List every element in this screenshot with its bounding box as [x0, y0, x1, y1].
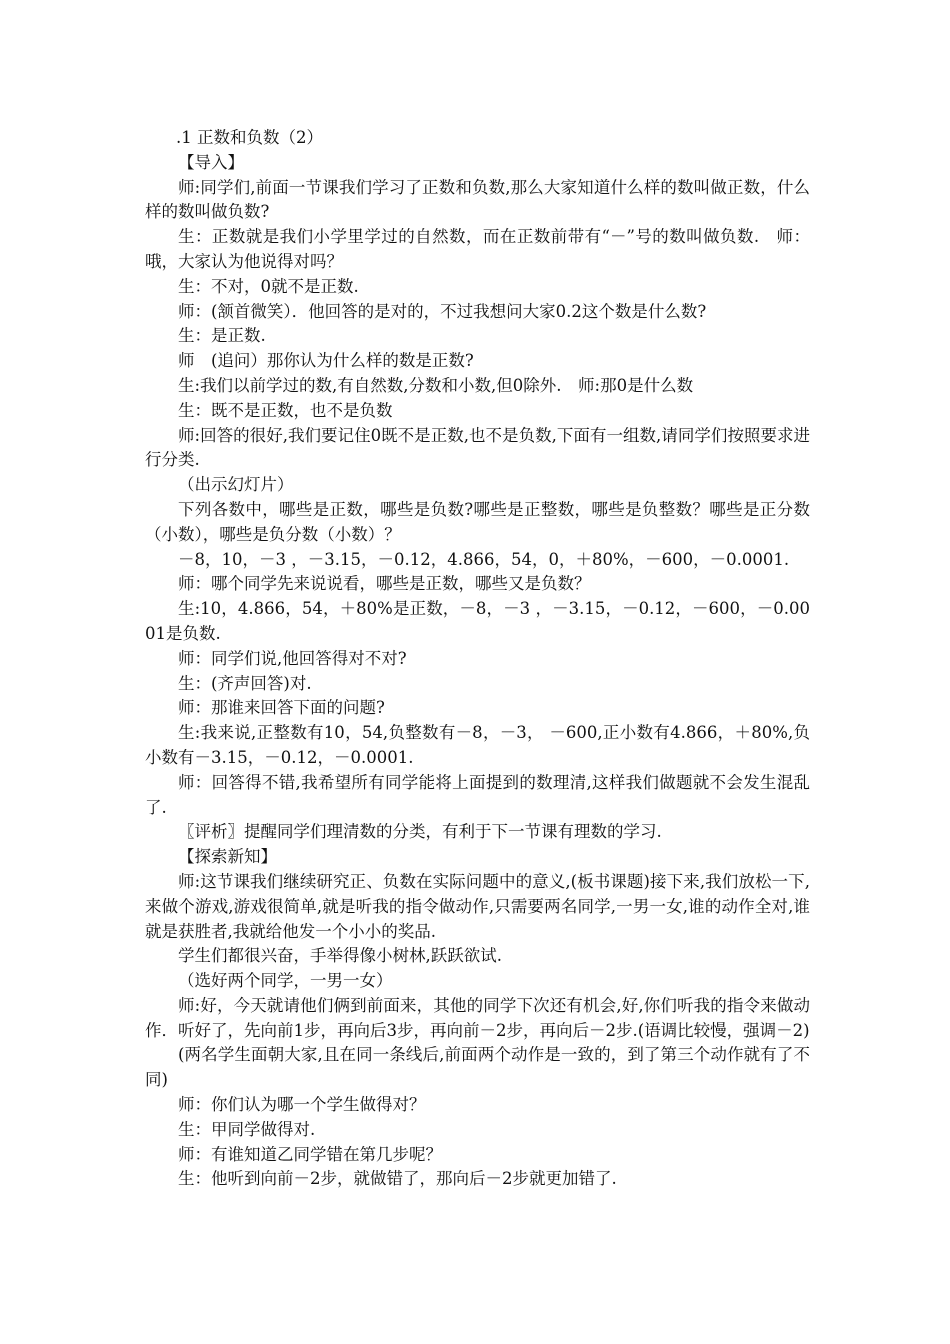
paragraph: 生：他听到向前－2步，就做错了，那向后－2步就更加错了. — [178, 1169, 617, 1189]
paragraph: 生：不对，0就不是正数. — [178, 276, 359, 296]
paragraph: 师：有谁知道乙同学错在第几步呢？ — [178, 1144, 442, 1164]
paragraph: （选好两个同学，一男一女） — [178, 971, 393, 991]
paragraph: 学生们都很兴奋，手举得像小树林,跃跃欲试. — [178, 946, 502, 966]
paragraph: 师：回答得不错,我希望所有同学能将上面提到的数理清,这样我们做题就不会发生混乱了. — [145, 772, 810, 817]
paragraph: 师：哪个同学先来说说看，哪些是正数，哪些又是负数？ — [178, 574, 591, 594]
paragraph: 师 (追问）那你认为什么样的数是正数? — [178, 351, 474, 371]
paragraph: 师：(颔首微笑）．他回答的是对的，不过我想问大家0.2这个数是什么数? — [178, 301, 707, 321]
paragraph: 生：正数就是我们小学里学过的自然数，而在正数前带有“－”号的数叫做负数. 师：哦，大家认为他说得对吗？ — [145, 227, 810, 271]
section-heading-explore: 【探索新知】 — [178, 847, 277, 867]
number-list: －8，10，－3 ，－3.15，－0.12，4.866，54，0，＋80%，－600，－0.0001. — [178, 549, 790, 569]
section-heading-intro: 【导入】 — [178, 152, 244, 172]
paragraph: 师：那谁来回答下面的问题? — [178, 698, 385, 718]
commentary: 〖评析〗提醒同学们理清数的分类，有利于下一节课有理数的学习. — [178, 822, 662, 842]
paragraph: (两名学生面朝大家,且在同一条线后,前面两个动作是一致的，到了第三个动作就有了不同) — [145, 1045, 810, 1090]
paragraph: 生：(齐声回答)对. — [178, 673, 312, 693]
paragraph: 生:我们以前学过的数,有自然数,分数和小数,但0除外. 师:那0是什么数 — [178, 375, 694, 395]
paragraph: 下列各数中，哪些是正数，哪些是负数?哪些是正整数，哪些是负整数？哪些是正分数（小数），哪些是负分数（小数）？ — [145, 499, 810, 544]
paragraph: 生:10，4.866，54，＋80%是正数，－8，－3 ，－3.15，－0.12，－600，－0.0001是负数. — [145, 599, 810, 643]
paragraph: 师:这节课我们继续研究正、负数在实际问题中的意义,(板书课题)接下来,我们放松一下,来做个游戏,游戏很简单,就是听我的指令做动作,只需要两名同学,一男一女,谁的动作全对,谁就是获胜者,我就给他发一个小小的奖品. — [145, 871, 810, 941]
paragraph: 生：是正数. — [178, 326, 266, 346]
paragraph: 师:回答的很好,我们要记住0既不是正数,也不是负数,下面有一组数,请同学们按照要求进行分类. — [145, 425, 810, 470]
document-title: .1 正数和负数（2） — [176, 128, 323, 147]
paragraph: 师:好，今天就请他们俩到前面来，其他的同学下次还有机会,好,你们听我的指令来做动作．听好了，先向前1步，再向后3步，再向前－2步，再向后－2步.(语调比较慢，强调－2) — [145, 995, 810, 1040]
paragraph: 生:我来说,正整数有10，54,负整数有－8，－3， －600,正小数有4.866，＋80%,负小数有－3.15，－0.12，－0.0001. — [145, 723, 810, 767]
paragraph: 生：甲同学做得对. — [178, 1119, 316, 1139]
paragraph: 师:同学们,前面一节课我们学习了正数和负数,那么大家知道什么样的数叫做正数，什么样的数叫做负数? — [145, 177, 810, 222]
paragraph: 师：你们认为哪一个学生做得对？ — [178, 1095, 426, 1115]
paragraph: 生：既不是正数，也不是负数 — [178, 400, 393, 420]
paragraph: （出示幻灯片） — [178, 475, 294, 495]
document-page — [145, 126, 810, 1192]
paragraph: 师：同学们说,他回答得对不对? — [178, 648, 407, 668]
